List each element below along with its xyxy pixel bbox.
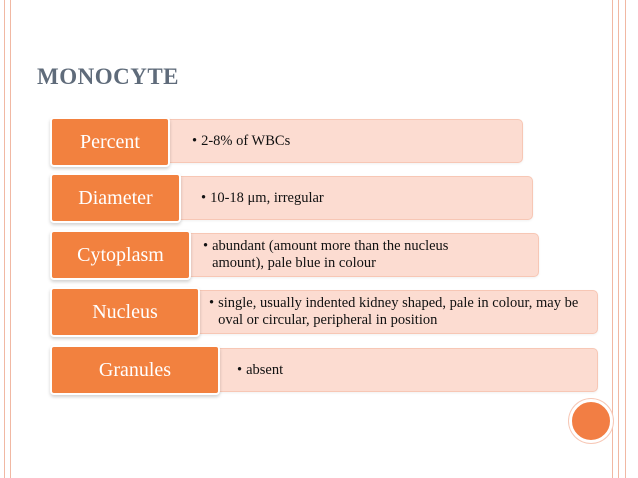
detail-box-granules: • absent <box>208 348 598 392</box>
label-cytoplasm: Cytoplasm <box>50 230 191 280</box>
detail-box-cytoplasm: • abundant (amount more than the nucleus amount), pale blue in colour <box>184 233 539 277</box>
label-granules: Granules <box>50 345 220 395</box>
slide-border-left-2 <box>10 0 11 478</box>
slide-border-right-3 <box>625 0 626 478</box>
slide-border-right-1 <box>612 0 613 478</box>
decorative-orange-circle <box>569 399 613 443</box>
label-nucleus: Nucleus <box>50 287 200 337</box>
detail-text-percent: 2-8% of WBCs <box>201 132 291 149</box>
label-diameter: Diameter <box>50 173 181 223</box>
detail-box-percent: • 2-8% of WBCs <box>165 119 523 163</box>
slide-title: MONOCYTE <box>37 64 179 89</box>
detail-box-diameter: • 10-18 μm, irregular <box>174 176 533 220</box>
detail-text-cytoplasm: abundant (amount more than the nucleus amount), pale blue in colour <box>212 238 449 271</box>
detail-text-granules: absent <box>246 361 284 378</box>
slide-border-left-1 <box>4 0 5 478</box>
label-percent: Percent <box>50 117 170 167</box>
slide-border-right-2 <box>618 0 619 478</box>
detail-text-nucleus: single, usually indented kidney shaped, pale in colour, may be oval or circular, peripheral in position <box>218 295 579 328</box>
detail-box-nucleus: • single, usually indented kidney shaped, pale in colour, may be oval or circular, peripheral in position <box>190 290 598 334</box>
detail-text-diameter: 10-18 μm, irregular <box>210 189 324 206</box>
